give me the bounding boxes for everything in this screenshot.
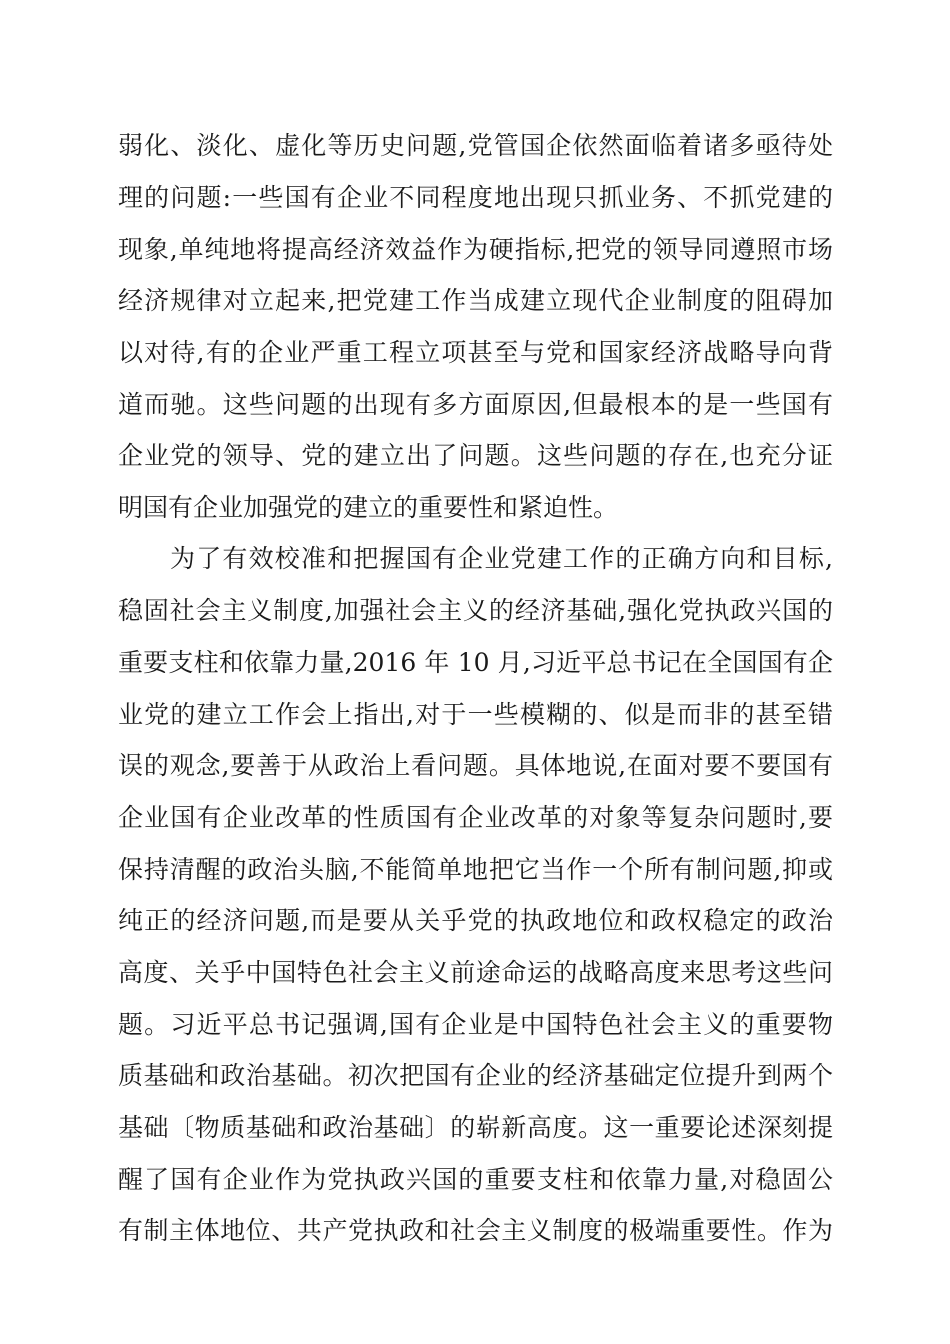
text-line: 理的问题:一些国有企业不同程度地出现只抓业务、不抓党建的: [118, 183, 833, 212]
text-line: 醒了国有企业作为党执政兴国的重要支柱和依靠力量,对稳固公: [118, 1165, 833, 1194]
text-line: 业党的建立工作会上指出,对于一些模糊的、似是而非的甚至错: [118, 700, 833, 729]
text-line: 误的观念,要善于从政治上看问题。具体地说,在面对要不要国有: [118, 751, 833, 780]
text-line: 重要支柱和依靠力量,2016 年 10 月,习近平总书记在全国国有企: [118, 648, 833, 677]
text-line: 基础〔物质基础和政治基础〕的崭新高度。这一重要论述深刻提: [118, 1113, 833, 1142]
text-line: 经济规律对立起来,把党建工作当成建立现代企业制度的阻碍加: [118, 286, 833, 315]
paragraph-first-line: 为了有效校准和把握国有企业党建工作的正确方向和目标,: [170, 544, 833, 573]
text-line: 稳固社会主义制度,加强社会主义的经济基础,强化党执政兴国的: [118, 596, 833, 625]
text-line: 现象,单纯地将提高经济效益作为硬指标,把党的领导同遵照市场: [118, 235, 833, 264]
text-line: 道而驰。这些问题的出现有多方面原因,但最根本的是一些国有: [118, 390, 833, 419]
text-line: 高度、关乎中国特色社会主义前途命运的战略高度来思考这些问: [118, 958, 833, 987]
text-line: 题。习近平总书记强调,国有企业是中国特色社会主义的重要物: [118, 1010, 833, 1039]
text-line: 有制主体地位、共产党执政和社会主义制度的极端重要性。作为: [118, 1216, 833, 1245]
text-line: 企业国有企业改革的性质国有企业改革的对象等复杂问题时,要: [118, 803, 833, 832]
text-line: 企业党的领导、党的建立出了问题。这些问题的存在,也充分证: [118, 441, 833, 470]
text-line: 弱化、淡化、虚化等历史问题,党管国企依然面临着诸多亟待处: [118, 131, 833, 160]
text-line: 纯正的经济问题,而是要从关乎党的执政地位和政权稳定的政治: [118, 906, 833, 935]
text-line: 质基础和政治基础。初次把国有企业的经济基础定位提升到两个: [118, 1061, 833, 1090]
text-line: 明国有企业加强党的建立的重要性和紧迫性。: [118, 493, 619, 522]
text-line: 保持清醒的政治头脑,不能简单地把它当作一个所有制问题,抑或: [118, 855, 833, 884]
text-line: 以对待,有的企业严重工程立项甚至与党和国家经济战略导向背: [118, 338, 833, 367]
